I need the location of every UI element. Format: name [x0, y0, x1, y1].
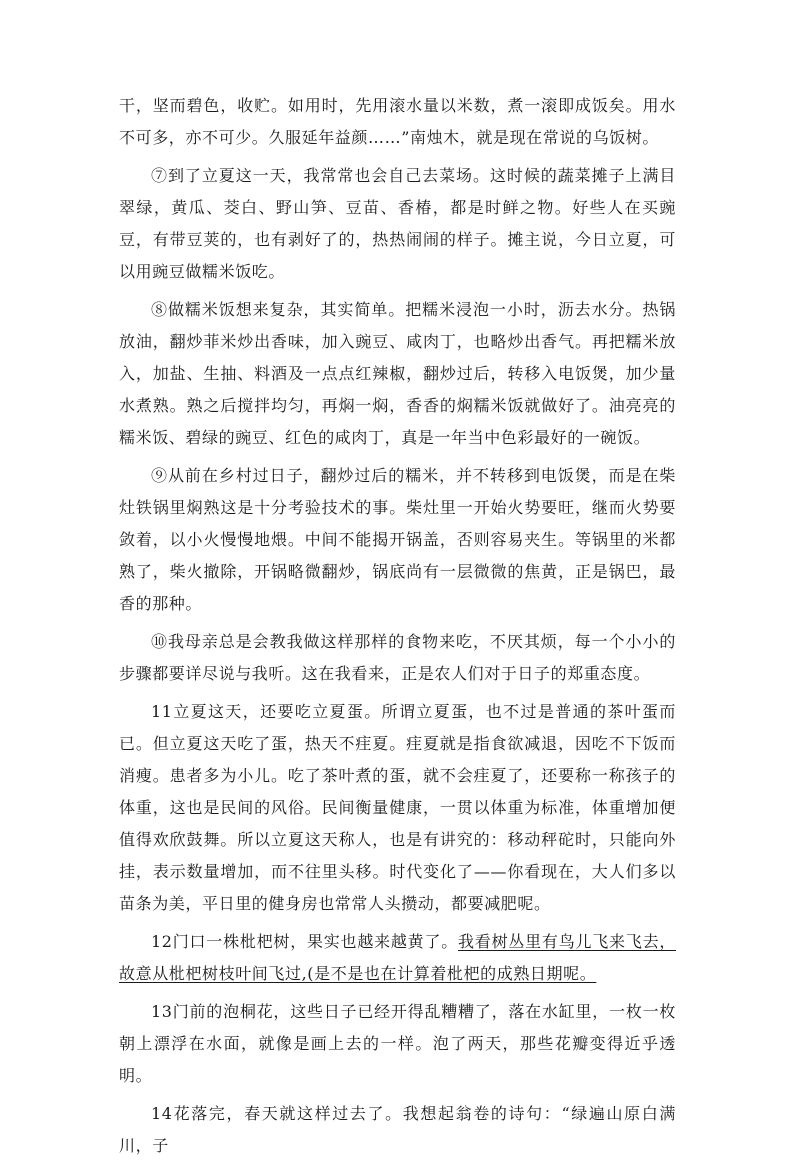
paragraph-11: 11立夏这天，还要吃立夏蛋。所谓立夏蛋，也不过是普通的茶叶蛋而已。但立夏这天吃了蛋，热天不疰夏。疰夏就是指食欲减退，因吃不下饭而消瘦。患者多为小儿。吃了茶叶煮的蛋，就不会疰夏了，还要称一称孩子的体重，这也是民间的风俗。民间衡量健康，一贯以体重为标准，体重增加便值得欢欣鼓舞。所以立夏这天称人，也是有讲究的：移动秤砣时，只能向外挂，表示数量增加，而不往里头移。时代变化了——你看现在，大人们多以苗条为美，平日里的健身房也常常人头攒动，都要减肥呢。: [119, 702, 676, 913]
paragraph-12: [119, 926, 676, 990]
paragraph-continued: 干，坚而碧色，收贮。如用时，先用滚水量以米数，煮一滚即成饭矣。用水不可多，亦不可少。久服延年益颜……”南烛木，就是现在常说的乌饭树。: [119, 96, 676, 147]
document-page: [119, 90, 676, 1168]
paragraph-10: ⑩我母亲总是会教我做这样那样的食物来吃，不厌其烦，每一个小小的步骤都要详尽说与我听。这在我看来，正是农人们对于日子的郑重态度。: [119, 632, 676, 683]
paragraph-7: ⑦到了立夏这一天，我常常也会自己去菜场。这时候的蔬菜摊子上满目翠绿，黄瓜、茭白、野山笋、豆苗、香椿，都是时鲜之物。好些人在买豌豆，有带豆荚的，也有剥好了的，热热闹闹的样子。摊主说，今日立夏，可以用豌豆做糯米饭吃。: [119, 166, 676, 281]
paragraph-12-underlined-sentence: 我看树丛里有鸟儿飞来飞去，故意从枇杷树枝叶间飞过,(是不是也在计算着枇杷的成熟日期呢。: [119, 932, 676, 983]
paragraph-8: ⑧做糯米饭想来复杂，其实简单。把糯米浸泡一小时，沥去水分。热锅放油，翻炒菲米炒出香味，加入豌豆、咸肉丁，也略炒出香气。再把糯米放入，加盐、生抽、料酒及一点点红辣椒，翻炒过后，转移入电饭煲，加少量水煮熟。熟之后搅拌均匀，再焖一焖，香香的焖糯米饭就做好了。油亮亮的糯米饭、碧绿的豌豆、红色的咸肉丁，真是一年当中色彩最好的一碗饭。: [119, 300, 676, 447]
paragraph-9: ⑨从前在乡村过日子，翻炒过后的糯米，并不转移到电饭煲，而是在柴灶铁锅里焖熟这是十分考验技术的事。柴灶里一开始火势要旺，继而火势要敛着，以小火慢慢地煨。中间不能揭开锅盖，否则容易夹生。等锅里的米都熟了，柴火撤除，开锅略微翻炒，锅底尚有一层微微的焦黄，正是锅巴，最香的那种。: [119, 466, 676, 613]
paragraph-12-text: 12门口一株枇杷树，果实也越来越黄了。: [151, 932, 459, 951]
paragraph-13: 13门前的泡桐花，这些日子已经开得乱糟糟了，落在水缸里，一枚一枚朝上漂浮在水面，就像是画上去的一样。泡了两天，那些花瓣变得近乎透明。: [119, 1002, 676, 1085]
paragraph-14: 14花落完，春天就这样过去了。我想起翁卷的诗句：“绿遍山原白满川，子: [119, 1104, 676, 1155]
